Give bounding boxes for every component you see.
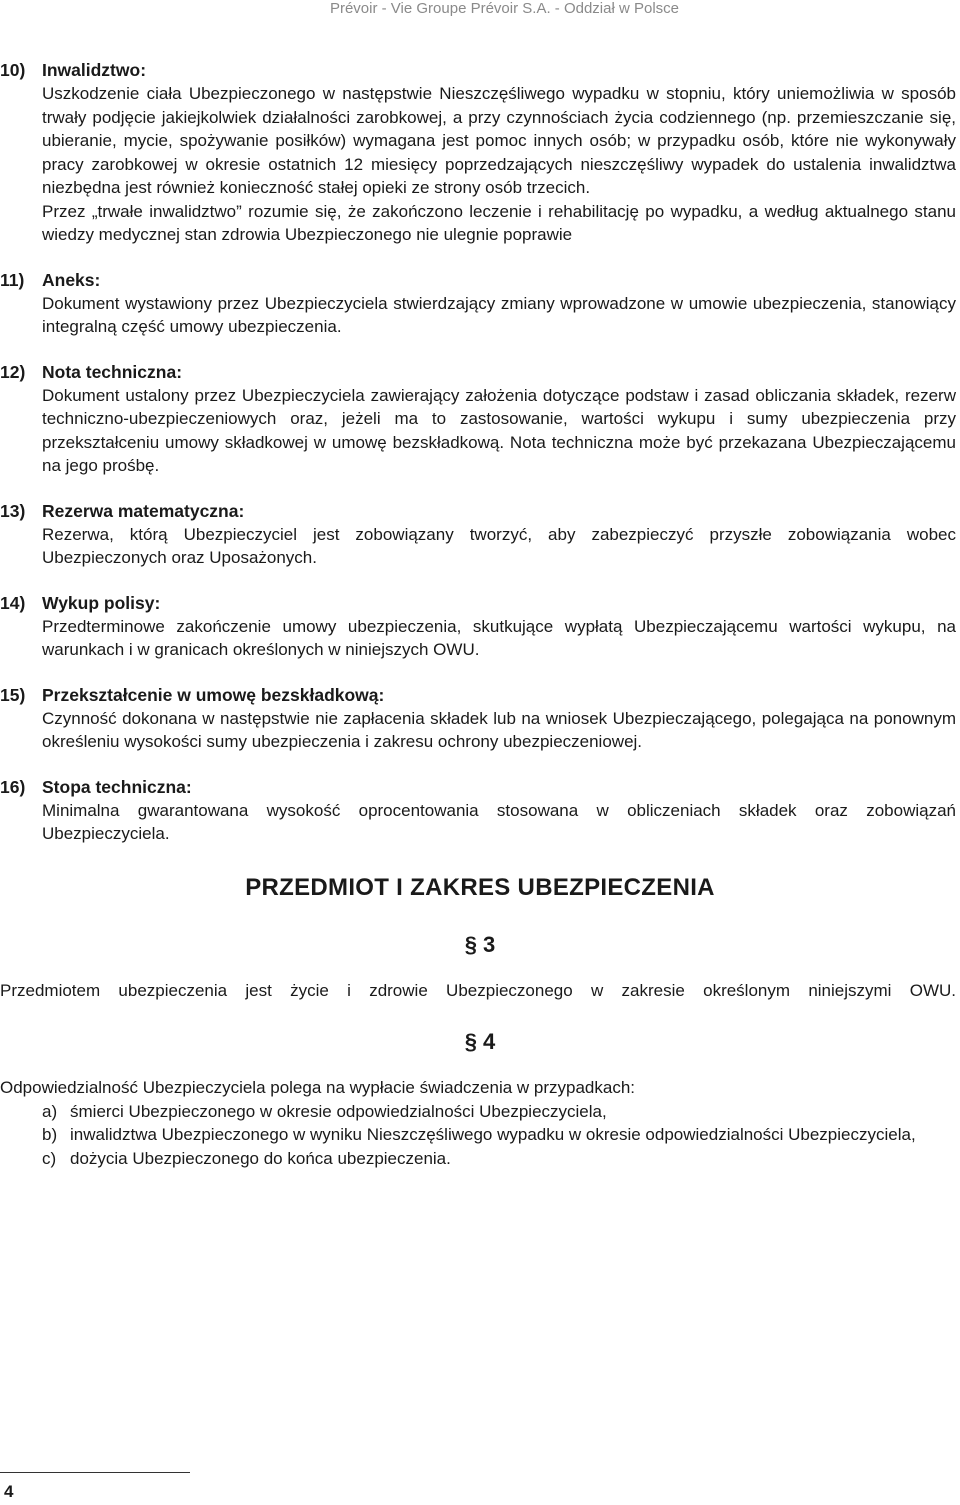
- list-item: [0, 1123, 960, 1147]
- definition-paragraph: Dokument wystawiony przez Ubezpieczyciela stwierdzający zmiany wprowadzone w umowie ubezpieczenia, stanowiący integralną część umowy ubezpieczenia.: [42, 293, 956, 336]
- list-item: [0, 1147, 960, 1171]
- definition-11: [0, 268, 960, 339]
- definition-term: Rezerwa matematyczna:: [42, 500, 245, 521]
- definition-body: [42, 384, 956, 478]
- definition-body: [42, 707, 956, 754]
- definition-title: [0, 591, 960, 615]
- definition-term: Aneks:: [42, 269, 101, 290]
- definition-term: Wykup polisy:: [42, 592, 161, 613]
- definition-14: [0, 591, 960, 662]
- definition-16: [0, 775, 960, 846]
- list-item-letter: c): [42, 1148, 57, 1168]
- page-number: 4: [4, 1482, 14, 1501]
- list-item-text: dożycia Ubezpieczonego do końca ubezpieczenia.: [70, 1148, 451, 1168]
- definition-term: Stopa techniczna:: [42, 776, 192, 797]
- definition-number: 14): [0, 592, 26, 613]
- definition-number: 15): [0, 684, 26, 705]
- list-item-text: inwalidztwa Ubezpieczonego w wyniku Nieszczęśliwego wypadku w okresie odpowiedzialności Ubezpieczyciela,: [70, 1125, 916, 1144]
- definition-paragraph: Przedterminowe zakończenie umowy ubezpieczenia, skutkujące wypłatą Ubezpieczającemu wartości wykupu, na warunkach i w granicach określonych w niniejszych OWU.: [42, 616, 956, 659]
- coverage-list: [0, 1100, 960, 1171]
- definition-paragraph: Dokument ustalony przez Ubezpieczyciela zawierający założenia dotyczące podstaw i zasad obliczania składek, rezerw techniczno-ubezpieczeniowych oraz, jeżeli ma to zastosowanie, wartości wykupu i sumy ubezpieczenia przy przekształceniu umowy składkowej w umowę bezskładkową. Nota techniczna może być przekazana Ubezpieczającemu na jego prośbę.: [42, 385, 956, 475]
- definition-body: [42, 615, 956, 662]
- definition-title: [0, 58, 960, 82]
- paragraph-3-text: Przedmiotem ubezpieczenia jest życie i zdrowie Ubezpieczonego w zakresie określonym niniejszymi OWU.: [0, 980, 956, 1000]
- running-header: [0, 0, 960, 22]
- definition-number: 16): [0, 776, 26, 797]
- definition-15: [0, 683, 960, 754]
- definition-body: [42, 799, 956, 846]
- definition-13: [0, 499, 960, 570]
- definition-paragraph: Przez „trwałe inwalidztwo” rozumie się, że zakończono leczenie i rehabilitację po wypadku, a według aktualnego stanu wiedzy medycznej stan zdrowia Ubezpieczonego nie ulegnie poprawie: [42, 201, 956, 244]
- paragraph-mark-4: § 4: [464, 1029, 496, 1054]
- definition-number: 13): [0, 500, 26, 521]
- definition-paragraph: Uszkodzenie ciała Ubezpieczonego w następstwie Nieszczęśliwego wypadku w stopniu, który uniemożliwia w sposób trwały podjęcie jakiejkolwiek działalności zarobkowej, a przy czynnościach życia codziennego (np. przemieszczanie się, ubieranie, mycie, spożywanie posiłków) wymagana jest pomoc innych osób; w przypadku osób, które nie wykonywały pracy zarobkowej w okresie ostatnich 12 miesięcy poprzedzających nieszczęśliwy wypadek do ustalenia inwalidztwa niezbędna jest również konieczność stałej opieki ze strony osób trzecich.: [42, 84, 956, 197]
- definition-number: 12): [0, 361, 26, 382]
- paragraph-mark-3: § 3: [464, 931, 496, 957]
- list-item: [0, 1100, 960, 1124]
- definition-10: [0, 58, 960, 247]
- definition-title: [0, 683, 960, 707]
- paragraph-4-intro: Odpowiedzialność Ubezpieczyciela polega na wypłacie świadczenia w przypadkach:: [0, 1078, 636, 1097]
- definition-paragraph: Rezerwa, którą Ubezpieczyciel jest zobowiązany tworzyć, aby zabezpieczyć przyszłe zobowiązania wobec Ubezpieczonych oraz Uposażonych.: [42, 524, 956, 567]
- footer-divider: [0, 1472, 190, 1473]
- definition-body: [42, 82, 956, 247]
- definition-title: [0, 360, 960, 384]
- definition-number: 11): [0, 269, 25, 290]
- definition-term: Nota techniczna:: [42, 361, 183, 382]
- definition-title: [0, 775, 960, 799]
- definition-term: Przekształcenie w umowę bezskładkową:: [42, 684, 385, 705]
- definition-number: 10): [0, 60, 26, 80]
- running-title: Prévoir - Vie Groupe Prévoir S.A. - Oddział w Polsce: [329, 0, 679, 17]
- definition-body: [42, 292, 956, 339]
- definition-body: [42, 523, 956, 570]
- definition-term: Inwalidztwo:: [42, 60, 147, 80]
- definition-12: [0, 360, 960, 478]
- list-item-letter: a): [42, 1101, 58, 1121]
- page-content: [0, 58, 960, 1170]
- definition-paragraph: Czynność dokonana w następstwie nie zapłacenia składek lub na wniosek Ubezpieczającego, polegająca na ponownym określeniu wysokości sumy ubezpieczenia i zakresu ochrony ubezpieczeniowej.: [42, 708, 956, 751]
- definition-paragraph: Minimalna gwarantowana wysokość oprocentowania stosowana w obliczeniach składek oraz zobowiązań Ubezpieczyciela.: [42, 800, 956, 843]
- list-item-letter: b): [42, 1125, 58, 1144]
- section-heading: PRZEDMIOT I ZAKRES UBEZPIECZENIA: [245, 873, 715, 901]
- list-item-text: śmierci Ubezpieczonego w okresie odpowiedzialności Ubezpieczyciela,: [70, 1101, 607, 1121]
- definition-title: [0, 499, 960, 523]
- definition-title: [0, 268, 960, 292]
